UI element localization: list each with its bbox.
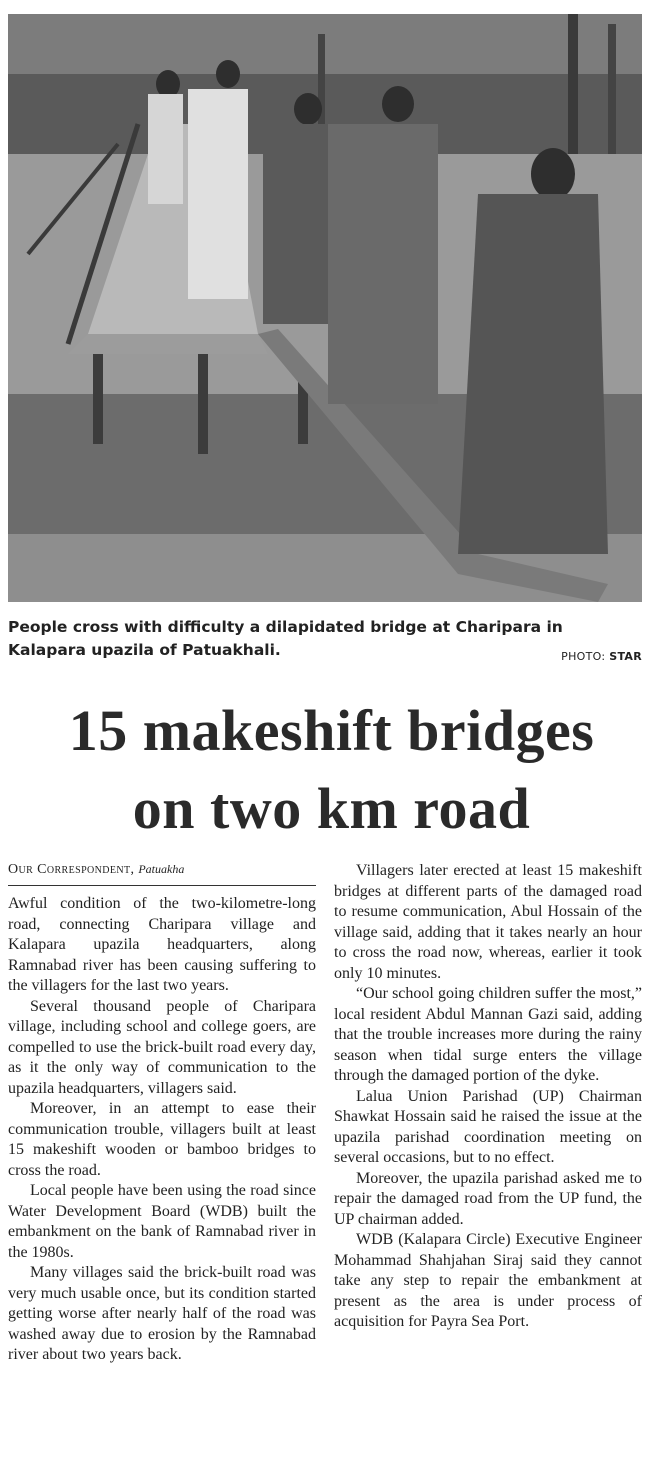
article-paragraph: Villagers later erected at least 15 makeshift bridges at different parts of the damaged road to resume communication, Abul Hossain of the village said, adding that it takes nearly an hour to cross the road now, whereas, earlier it took only 10 minutes. [334, 862, 642, 982]
photo-credit [561, 650, 642, 663]
article-paragraph: Lalua Union Parishad (UP) Chairman Shawkat Hossain said he raised the issue at the upazila parishad coordination meeting on several occasions, but to no effect. [334, 1087, 642, 1166]
headline-line-1: 15 makeshift bridges [68, 698, 595, 763]
article-paragraph: Local people have been using the road since Water Development Board (WDB) built the embankment on the bank of Ramnabad river in the 1980s. [8, 1182, 316, 1261]
photo-caption [8, 616, 642, 662]
article-paragraph: Many villages said the brick-built road was very much usable once, but its condition started getting worse after nearly half of the road was washed away due to erosion by the Ramnabad river about two years back. [8, 1264, 316, 1363]
article-column-left [8, 860, 316, 1366]
photo-credit-prefix: PHOTO: [561, 650, 610, 663]
caption-line-2: Kalapara upazila of Patuakhali. [8, 641, 281, 659]
news-photo [8, 14, 642, 602]
byline [8, 860, 316, 886]
article-paragraph: Awful condition of the two-kilometre-long road, connecting Charipara village and Kalapara upazila headquarters, along Ramnabad river has been causing suffering to the villagers for the last two years. [8, 895, 316, 994]
article-paragraph: WDB (Kalapara Circle) Executive Engineer Mohammad Shahjahan Siraj said they cannot take any step to repair the embankment at present as the area is under process of acquisition for Payra Sea Port. [334, 1231, 642, 1330]
bridge-photo-illustration [8, 14, 642, 602]
byline-place: Patuakha [138, 862, 185, 876]
headline [0, 692, 663, 848]
article-column-right [334, 861, 642, 1333]
article-paragraph: Moreover, the upazila parishad asked me to repair the damaged road from the UP fund, the UP chairman added. [334, 1169, 642, 1228]
caption-line-1: People cross with difficulty a dilapidated bridge at Charipara in [8, 618, 563, 636]
article-paragraph: “Our school going children suffer the most,” local resident Abdul Mannan Gazi said, adding that the trouble increases more during the rainy season when tidal surge enters the village through the damaged portion of the dyke. [334, 985, 642, 1084]
article-paragraph: Moreover, in an attempt to ease their communication trouble, villagers built at least 15 makeshift wooden or bamboo bridges to cross the road. [8, 1100, 316, 1179]
headline-line-2: on two km road [132, 776, 531, 841]
photo-credit-source: STAR [609, 650, 642, 663]
byline-author: Our Correspondent, [8, 862, 135, 877]
article-paragraph: Several thousand people of Charipara village, including school and college goers, are compelled to use the brick-built road every day, as it the only way of communication to the upazila headquarters, villagers said. [8, 997, 316, 1097]
